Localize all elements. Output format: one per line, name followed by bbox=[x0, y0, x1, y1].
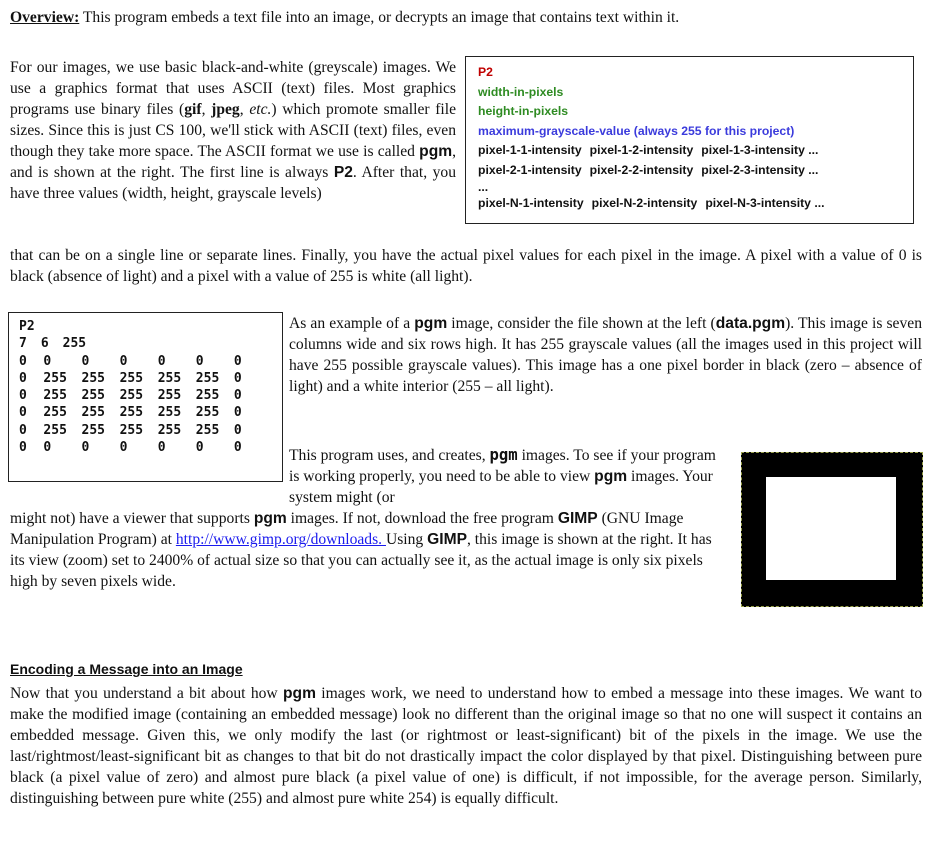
format-magic-line: P2 bbox=[478, 65, 493, 79]
format-width-line: width-in-pixels bbox=[478, 84, 564, 99]
data-pixel-value: 255 bbox=[157, 388, 182, 404]
data-pixel-row bbox=[19, 353, 272, 370]
example-text: ). This image is seven columns wide and six rows high. It has 255 grayscale values (all the images used in this project will have 255 possible grayscale values). This image has a one pixel border in black (zero – absence of light) and a white interior (255 – all light). bbox=[289, 315, 922, 395]
uses-text: This program uses, and creates, bbox=[289, 447, 490, 464]
data-pixel-value: 255 bbox=[81, 388, 105, 404]
format-row-2 bbox=[478, 161, 901, 181]
data-height: 6 bbox=[40, 336, 49, 352]
format-cell: pixel-2-1-intensity bbox=[478, 162, 582, 177]
intro-text: , and is shown at the right. The first line is always bbox=[10, 143, 456, 181]
jpeg-term: jpeg bbox=[211, 101, 240, 118]
format-cell: pixel-N-3-intensity ... bbox=[705, 196, 825, 210]
data-pixel-value: 255 bbox=[119, 422, 144, 438]
data-pixel-value: 0 bbox=[19, 440, 27, 456]
format-row-n bbox=[478, 194, 901, 214]
intro-paragraph-continued: that can be on a single line or separate lines. Finally, you have the actual pixel values for each pixel in the image. A pixel with a value of 0 is black (absence of light) and a pixel with a value of 255 is white (all light). bbox=[10, 247, 922, 285]
data-magic-line: P2 bbox=[19, 319, 35, 334]
format-cell: pixel-2-2-intensity bbox=[589, 162, 694, 177]
data-pixel-value: 0 bbox=[233, 422, 242, 438]
data-file-name: data.pgm bbox=[715, 315, 786, 332]
data-pixel-value: 255 bbox=[43, 422, 67, 438]
data-pixel-value: 0 bbox=[233, 353, 242, 369]
uses-text: , this image is shown at the right. It has its view (zoom) set to 2400% of actual size so that you can actually see it, as the actual image is only six pixels high by seven pixels wide. bbox=[10, 531, 712, 590]
uses-text: Using bbox=[385, 531, 428, 548]
intro-text: , bbox=[239, 101, 250, 118]
data-pixel-value: 0 bbox=[119, 440, 128, 456]
intro-text: . After that, you have three values (width, height, grayscale levels) bbox=[10, 164, 456, 202]
pgm-term: pgm bbox=[414, 315, 448, 332]
data-pixel-value: 255 bbox=[157, 405, 182, 421]
format-ellipsis: ... bbox=[478, 180, 489, 194]
format-maxval-line: maximum-grayscale-value (always 255 for this project) bbox=[478, 123, 795, 138]
data-pixel-row bbox=[19, 422, 272, 439]
format-cell: pixel-1-3-intensity ... bbox=[701, 143, 819, 157]
data-header-line bbox=[19, 335, 272, 352]
intro-text: ) which promote smaller file sizes. Since this is just CS 100, we'll stick with ASCII (text) files, even though they take more space. The ASCII format we use is called bbox=[10, 101, 457, 160]
section-text: images work, we need to understand how to embed a message into these images. We want to make the modified image (containing an embedded message) look no different than the original image so that no one will suspect it contains an embedded message. Given this, we only modify the last (or rightmost or least-significant) bit of the pixels in the image. We use the last/rightmost/least-significant bit as changes to that bit do not drastically impact the color displayed by that pixel. Distinguishing between pure black (a pixel value of zero) and almost pure black (a pixel value of one) is difficult, if not impossible, for the average person. Similarly, distinguishing between pure white (255) and almost pure white 254) is equally difficult. bbox=[10, 685, 922, 807]
data-pixel-value: 255 bbox=[43, 405, 67, 421]
data-pixel-value: 0 bbox=[19, 405, 27, 421]
data-maxval: 255 bbox=[62, 336, 87, 352]
pgm-term: pgm bbox=[594, 468, 628, 485]
pgm-term: pgm bbox=[253, 510, 287, 527]
section-heading: Encoding a Message into an Image bbox=[10, 661, 243, 677]
format-cell: pixel-1-1-intensity bbox=[478, 143, 582, 157]
data-pixel-value: 0 bbox=[43, 440, 52, 456]
example-text: As an example of a bbox=[289, 315, 415, 332]
gimp-term: GIMP bbox=[557, 510, 598, 527]
uses-text: might not) have a viewer that supports bbox=[10, 510, 254, 527]
data-pixel-value: 0 bbox=[81, 353, 90, 369]
data-pgm-box bbox=[8, 312, 283, 482]
data-pixel-value: 0 bbox=[19, 353, 27, 369]
overview-label: Overview: bbox=[10, 9, 80, 26]
data-pixel-value: 255 bbox=[81, 370, 105, 386]
data-pixel-value: 255 bbox=[195, 388, 220, 404]
data-pixel-value: 0 bbox=[157, 440, 166, 456]
data-pixel-value: 255 bbox=[119, 388, 144, 404]
gimp-zoomed-image bbox=[741, 452, 923, 607]
image-white-interior bbox=[766, 477, 896, 580]
data-rows bbox=[19, 353, 272, 457]
p2-term: P2 bbox=[333, 164, 353, 181]
section-text: Now that you understand a bit about how bbox=[10, 685, 284, 702]
uses-text: images. Your system might (or bbox=[289, 468, 713, 506]
intro-text: , bbox=[201, 101, 212, 118]
data-pixel-row bbox=[19, 439, 272, 456]
data-pixel-value: 0 bbox=[233, 405, 242, 421]
data-pixel-value: 255 bbox=[119, 370, 144, 386]
data-pixel-value: 0 bbox=[195, 353, 204, 369]
format-height-line: height-in-pixels bbox=[478, 104, 569, 118]
uses-text: images. If not, download the free program bbox=[286, 510, 558, 527]
data-pixel-row bbox=[19, 387, 272, 404]
data-pixel-value: 255 bbox=[81, 405, 105, 421]
pgm-term: pgm bbox=[419, 143, 453, 160]
intro-paragraph bbox=[10, 57, 456, 204]
data-pixel-value: 255 bbox=[157, 370, 182, 386]
data-pixel-value: 0 bbox=[119, 353, 128, 369]
data-pixel-value: 255 bbox=[81, 422, 105, 438]
data-pixel-value: 255 bbox=[157, 422, 182, 438]
uses-paragraph bbox=[289, 445, 729, 508]
example-text: image, consider the file shown at the left ( bbox=[447, 315, 716, 332]
data-pixel-value: 255 bbox=[195, 405, 220, 421]
data-width: 7 bbox=[19, 336, 27, 352]
data-pixel-row bbox=[19, 370, 272, 387]
data-pixel-value: 0 bbox=[233, 388, 242, 404]
format-cell: pixel-N-1-intensity bbox=[478, 196, 584, 210]
etc-term: etc. bbox=[249, 101, 272, 118]
gimp-download-link[interactable]: http://www.gimp.org/downloads. bbox=[175, 531, 386, 548]
data-pixel-value: 255 bbox=[43, 388, 67, 404]
section-paragraph bbox=[10, 683, 922, 809]
gimp-term: GIMP bbox=[427, 531, 467, 548]
data-pixel-value: 0 bbox=[195, 440, 204, 456]
data-pixel-value: 255 bbox=[195, 370, 220, 386]
data-pixel-value: 255 bbox=[119, 405, 144, 421]
pgm-term: pgm bbox=[283, 685, 316, 702]
overview-paragraph bbox=[10, 7, 922, 28]
data-pixel-value: 0 bbox=[43, 353, 52, 369]
data-pixel-value: 0 bbox=[19, 388, 27, 404]
data-pixel-value: 0 bbox=[81, 440, 90, 456]
pgm-format-box bbox=[465, 56, 914, 224]
format-cell: pixel-1-2-intensity bbox=[589, 143, 694, 157]
data-pixel-value: 255 bbox=[43, 370, 67, 386]
uses-text: (GNU Image Manipulation Program) at bbox=[10, 510, 684, 548]
data-pixel-value: 0 bbox=[233, 440, 242, 456]
data-pixel-value: 0 bbox=[233, 370, 242, 386]
format-cell: pixel-N-2-intensity bbox=[591, 196, 698, 210]
uses-text: images. To see if your program is working properly, you need to be able to view bbox=[289, 447, 716, 485]
data-pixel-value: 255 bbox=[195, 422, 220, 438]
data-pixel-row bbox=[19, 404, 272, 421]
format-row-1 bbox=[478, 141, 901, 161]
pgm-term: pgm bbox=[489, 446, 518, 464]
example-paragraph bbox=[289, 313, 922, 397]
gif-term: gif bbox=[184, 101, 202, 118]
data-pixel-value: 0 bbox=[157, 353, 166, 369]
data-pixel-value: 0 bbox=[19, 422, 27, 438]
uses-paragraph-continued bbox=[10, 508, 730, 592]
overview-text: This program embeds a text file into an image, or decrypts an image that contains text within it. bbox=[79, 9, 680, 26]
intro-text: For our images, we use basic black-and-white (greyscale) images. We use a graphics format that uses ASCII (text) files. Most graphics programs use binary files ( bbox=[10, 59, 456, 118]
data-pixel-value: 0 bbox=[19, 370, 27, 386]
format-cell: pixel-2-3-intensity ... bbox=[701, 162, 819, 177]
